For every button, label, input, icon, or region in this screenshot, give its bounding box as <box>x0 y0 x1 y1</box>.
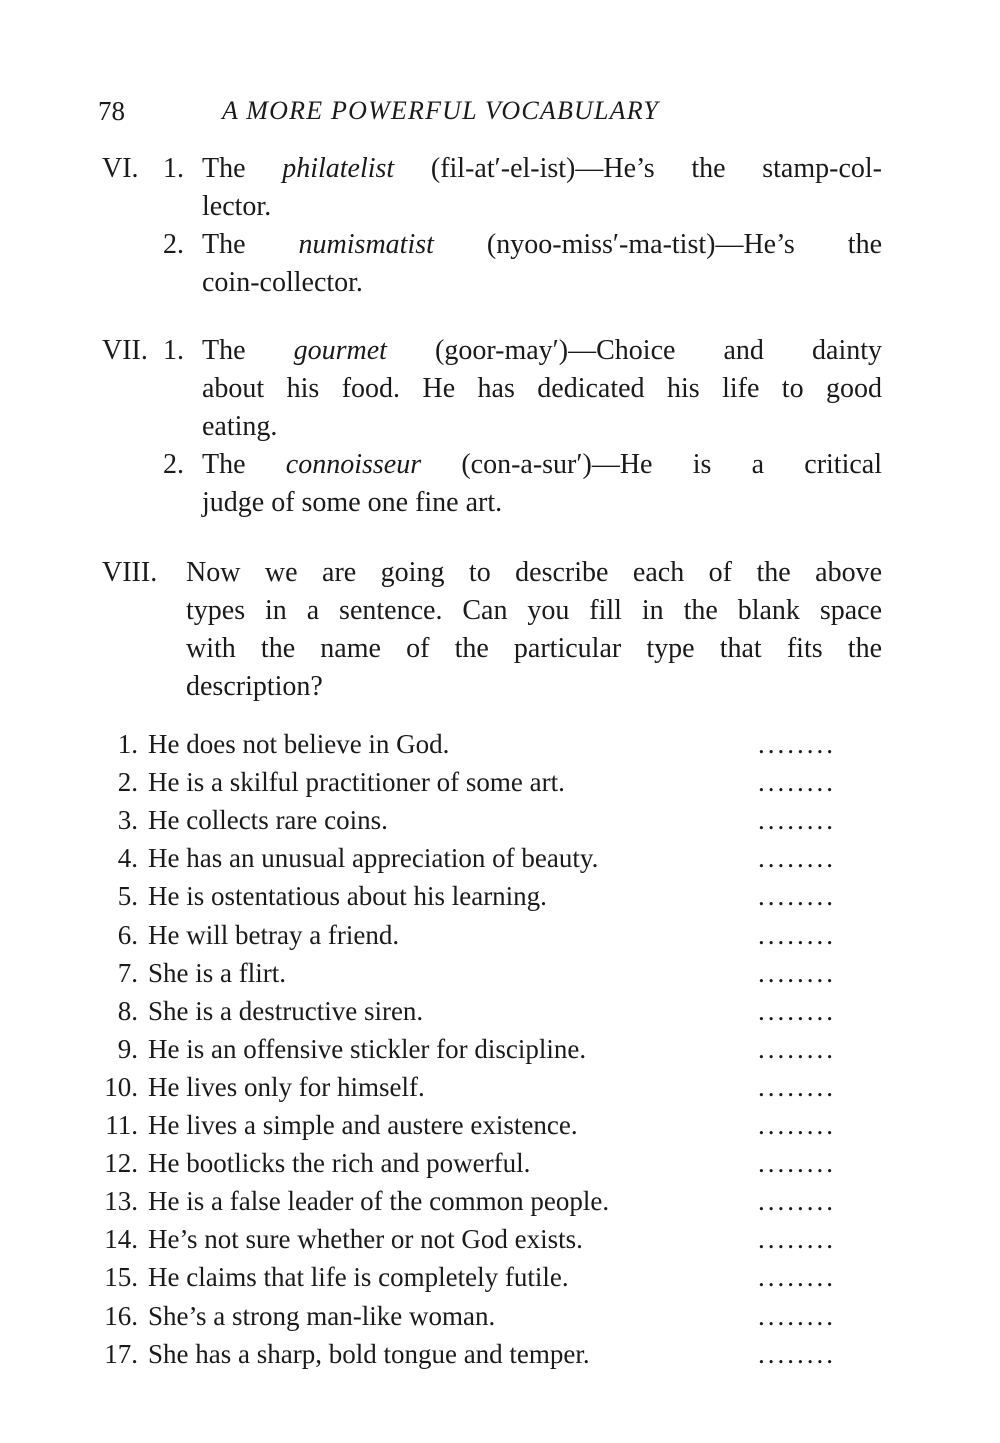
question-number: 8. <box>117 996 138 1026</box>
entry-line: The gourmet (goor-may′)—Choice and dainty <box>202 335 883 366</box>
entry-line: The numismatist (nyoo-miss′-ma-tist)—He’s the <box>202 229 882 260</box>
answer-blank[interactable]: ........ <box>758 958 836 988</box>
question-text: He is a skilful practitioner of some art. <box>148 767 565 797</box>
term: numismatist <box>298 229 434 260</box>
question-number: 12. <box>104 1148 138 1178</box>
entry-line: The philatelist (fil-at′-el-ist)—He’s the stamp-col- <box>202 153 882 184</box>
question-text: She is a destructive siren. <box>148 996 424 1026</box>
answer-blank[interactable]: ........ <box>758 843 836 873</box>
term: connoisseur <box>285 449 422 480</box>
question-text: He does not believe in God. <box>148 729 450 759</box>
instruction-line: types in a sentence. Can you fill in the blank space <box>186 595 882 626</box>
question-text: He lives a simple and austere existence. <box>148 1110 578 1140</box>
item-number: 1. <box>163 335 184 366</box>
page-header <box>98 96 878 136</box>
entry-line: about his food. He has dedicated his life to good <box>202 373 882 404</box>
question-number: 6. <box>117 920 138 950</box>
question-number: 2. <box>117 767 138 797</box>
question-text: He’s not sure whether or not God exists. <box>148 1224 583 1254</box>
question-number: 17. <box>104 1339 138 1369</box>
entry-line: coin-collector. <box>202 267 363 298</box>
instruction-line: description? <box>186 671 323 702</box>
question-number: 7. <box>117 958 138 988</box>
entry-line: eating. <box>202 411 278 442</box>
question-text: She is a flirt. <box>148 958 286 988</box>
answer-blank[interactable]: ........ <box>758 996 836 1026</box>
question-text: She’s a strong man-like woman. <box>148 1301 496 1331</box>
answer-blank[interactable]: ........ <box>758 920 836 950</box>
question-text: She has a sharp, bold tongue and temper. <box>148 1339 590 1369</box>
instruction-line: with the name of the particular type that fits the <box>186 633 882 664</box>
entry-line: lector. <box>202 191 272 222</box>
question-number: 16. <box>104 1301 138 1331</box>
page-number: 78 <box>98 96 125 126</box>
answer-blank[interactable]: ........ <box>758 767 836 797</box>
question-number: 15. <box>104 1262 138 1292</box>
item-number: 1. <box>163 153 184 184</box>
question-text: He is an offensive stickler for discipline. <box>148 1034 587 1064</box>
question-text: He is ostentatious about his learning. <box>148 881 547 911</box>
answer-blank[interactable]: ........ <box>758 1301 836 1331</box>
answer-blank[interactable]: ........ <box>758 805 836 835</box>
answer-blank[interactable]: ........ <box>758 1339 836 1369</box>
question-number: 13. <box>104 1186 138 1216</box>
question-number: 9. <box>117 1034 138 1064</box>
answer-blank[interactable]: ........ <box>758 1186 836 1216</box>
answer-blank[interactable]: ........ <box>758 1224 836 1254</box>
entry-line: The connoisseur (con-a-sur′)—He is a critical <box>202 449 882 480</box>
running-head: A MORE POWERFUL VOCABULARY <box>222 96 660 125</box>
section-numeral-vii: VII. <box>102 335 148 366</box>
question-text: He lives only for himself. <box>148 1072 425 1102</box>
section-numeral-viii: VIII. <box>102 557 158 588</box>
question-number: 10. <box>104 1072 138 1102</box>
item-number: 2. <box>163 229 184 260</box>
answer-blank[interactable]: ........ <box>758 1034 836 1064</box>
question-text: He bootlicks the rich and powerful. <box>148 1148 531 1178</box>
section-numeral-vi: VI. <box>102 153 139 184</box>
question-number: 11. <box>105 1110 138 1140</box>
entry-line: judge of some one fine art. <box>202 487 503 518</box>
question-text: He will betray a friend. <box>148 920 400 950</box>
question-text: He has an unusual appreciation of beauty. <box>148 843 599 873</box>
answer-blank[interactable]: ........ <box>758 1110 836 1140</box>
question-text: He claims that life is completely futile. <box>148 1262 569 1292</box>
question-number: 4. <box>117 843 138 873</box>
term: gourmet <box>293 335 387 366</box>
answer-blank[interactable]: ........ <box>758 1148 836 1178</box>
answer-blank[interactable]: ........ <box>758 881 836 911</box>
question-text: He collects rare coins. <box>148 805 388 835</box>
question-number: 1. <box>117 729 138 759</box>
answer-blank[interactable]: ........ <box>758 729 836 759</box>
question-number: 5. <box>117 881 138 911</box>
answer-blank[interactable]: ........ <box>758 1262 836 1292</box>
question-text: He is a false leader of the common people. <box>148 1186 610 1216</box>
answer-blank[interactable]: ........ <box>758 1072 836 1102</box>
term: philatelist <box>282 153 395 184</box>
question-number: 14. <box>104 1224 138 1254</box>
question-number: 3. <box>117 805 138 835</box>
item-number: 2. <box>163 449 184 480</box>
instruction-line: Now we are going to describe each of the above <box>186 557 882 588</box>
